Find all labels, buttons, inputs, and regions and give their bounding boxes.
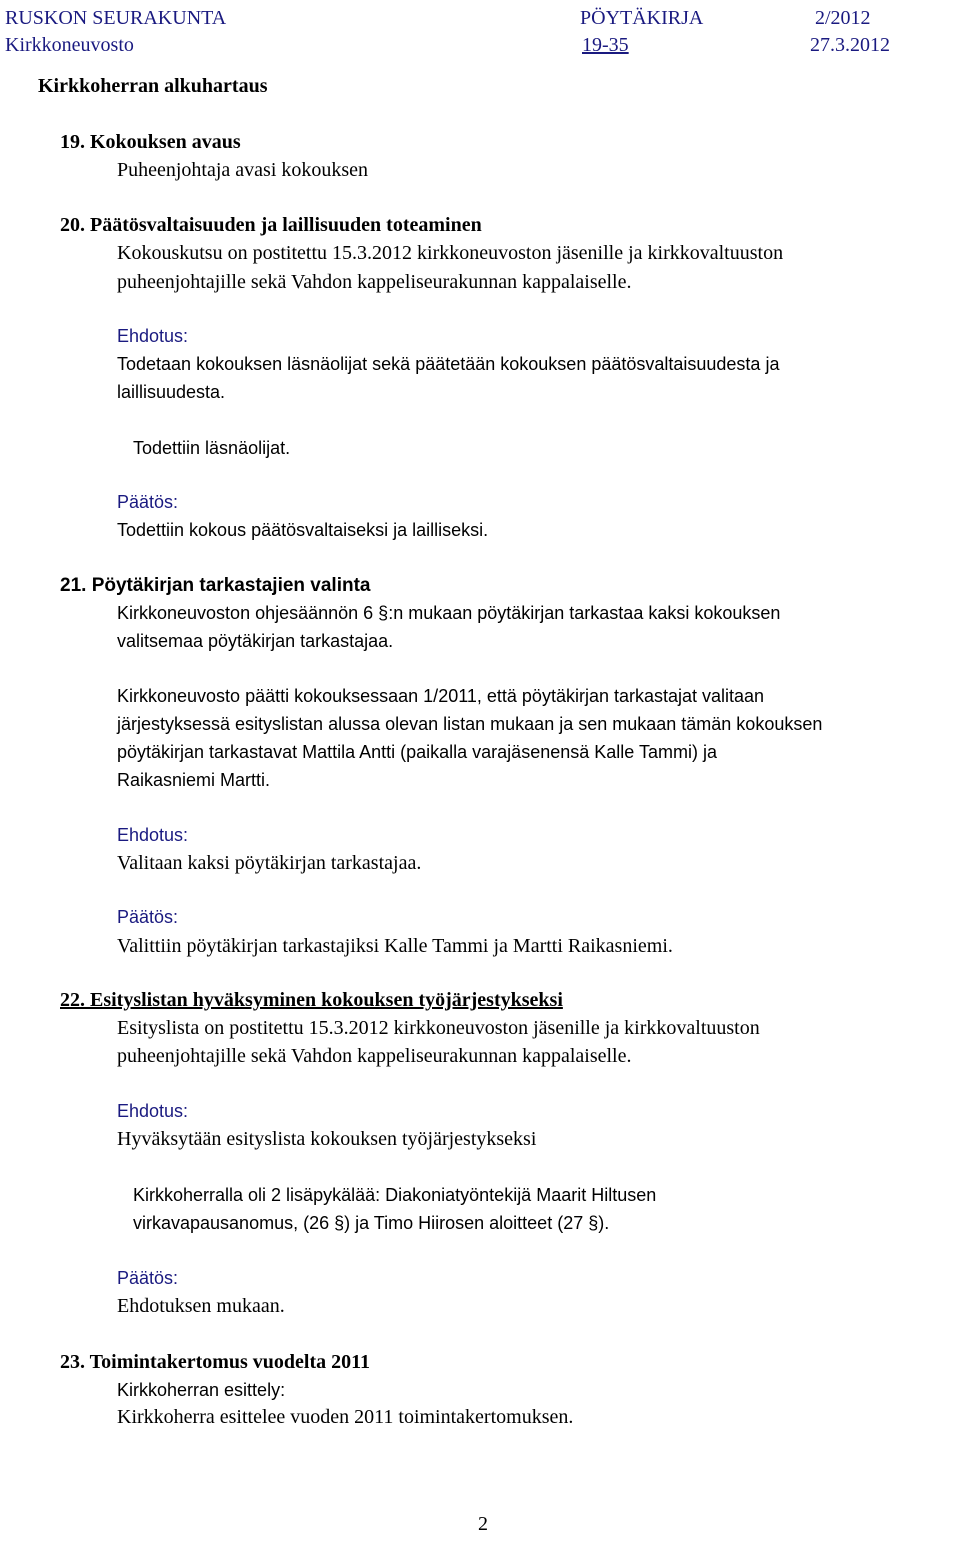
section-19-title: 19. Kokouksen avaus: [60, 131, 241, 153]
section-21-decision: Valittiin pöytäkirjan tarkastajiksi Kalle Tammi ja Martti Raikasniemi.: [117, 935, 673, 957]
org-name: RUSKON SEURAKUNTA: [5, 7, 227, 29]
section-22-title: 22. Esityslistan hyväksyminen kokouksen työjärjestykseksi: [60, 989, 563, 1011]
section-20-proposal-label: Ehdotus:: [117, 326, 189, 346]
section-22-extra-line2: virkavapausanomus, (26 §) ja Timo Hiirosen aloitteet (27 §).: [133, 1213, 610, 1233]
section-22-decision-label: Päätös:: [117, 1268, 179, 1288]
section-21-para-line2: järjestyksessä esityslistan alussa olevan listan mukaan ja sen mukaan tämän kokouksen: [117, 714, 823, 734]
intro-title: Kirkkoherran alkuhartaus: [38, 75, 268, 97]
section-22-line2: puheenjohtajille sekä Vahdon kappeliseurakunnan kappalaiselle.: [117, 1045, 632, 1067]
section-22-proposal-label: Ehdotus:: [117, 1101, 189, 1121]
page-number: 2: [478, 1513, 488, 1535]
section-21-para-line3: pöytäkirjan tarkastavat Mattila Antti (paikalla varajäsenensä Kalle Tammi) ja: [117, 742, 717, 762]
section-22-line1: Esityslista on postitettu 15.3.2012 kirkkoneuvoston jäsenille ja kirkkovaltuuston: [117, 1017, 760, 1039]
section-21-title: 21. Pöytäkirjan tarkastajien valinta: [60, 575, 371, 596]
section-21-proposal-label: Ehdotus:: [117, 825, 189, 845]
page-range: 19-35: [582, 34, 629, 56]
section-20-line1: Kokouskutsu on postitettu 15.3.2012 kirkkoneuvoston jäsenille ja kirkkovaltuuston: [117, 242, 784, 264]
section-20-note: Todettiin läsnäolijat.: [133, 438, 291, 458]
section-21-para-line4: Raikasniemi Martti.: [117, 770, 271, 790]
section-21-line2: valitsemaa pöytäkirjan tarkastajaa.: [117, 631, 394, 651]
section-22-proposal: Hyväksytään esityslista kokouksen työjärjestykseksi: [117, 1128, 537, 1150]
meeting-body: Kirkkoneuvosto: [5, 34, 134, 56]
section-19-text: Puheenjohtaja avasi kokouksen: [117, 159, 369, 181]
section-20-title: 20. Päätösvaltaisuuden ja laillisuuden toteaminen: [60, 214, 482, 236]
section-22-decision: Ehdotuksen mukaan.: [117, 1295, 285, 1317]
section-21-para-line1: Kirkkoneuvosto päätti kokouksessaan 1/2011, että pöytäkirjan tarkastajat valitaan: [117, 686, 765, 706]
section-20-proposal-line2: laillisuudesta.: [117, 382, 226, 402]
section-23-title: 23. Toimintakertomus vuodelta 2011: [60, 1351, 371, 1373]
section-22-extra-line1: Kirkkoherralla oli 2 lisäpykälää: Diakoniatyöntekijä Maarit Hiltusen: [133, 1185, 657, 1205]
section-20-decision-label: Päätös:: [117, 492, 179, 512]
section-21-proposal: Valitaan kaksi pöytäkirjan tarkastajaa.: [117, 852, 422, 874]
section-20-proposal-line1: Todetaan kokouksen läsnäolijat sekä päätetään kokouksen päätösvaltaisuudesta ja: [117, 354, 780, 374]
section-21-decision-label: Päätös:: [117, 907, 179, 927]
section-20-line2: puheenjohtajille sekä Vahdon kappeliseurakunnan kappalaiselle.: [117, 271, 632, 293]
doc-number: 2/2012: [815, 7, 871, 29]
section-23-label: Kirkkoherran esittely:: [117, 1380, 286, 1400]
section-21-line1: Kirkkoneuvoston ohjesäännön 6 §:n mukaan pöytäkirjan tarkastaa kaksi kokouksen: [117, 603, 781, 623]
section-23-text: Kirkkoherra esittelee vuoden 2011 toimintakertomuksen.: [117, 1406, 574, 1428]
section-20-decision: Todettiin kokous päätösvaltaiseksi ja lailliseksi.: [117, 520, 489, 540]
doc-type: PÖYTÄKIRJA: [580, 7, 704, 29]
meeting-date: 27.3.2012: [810, 34, 890, 56]
